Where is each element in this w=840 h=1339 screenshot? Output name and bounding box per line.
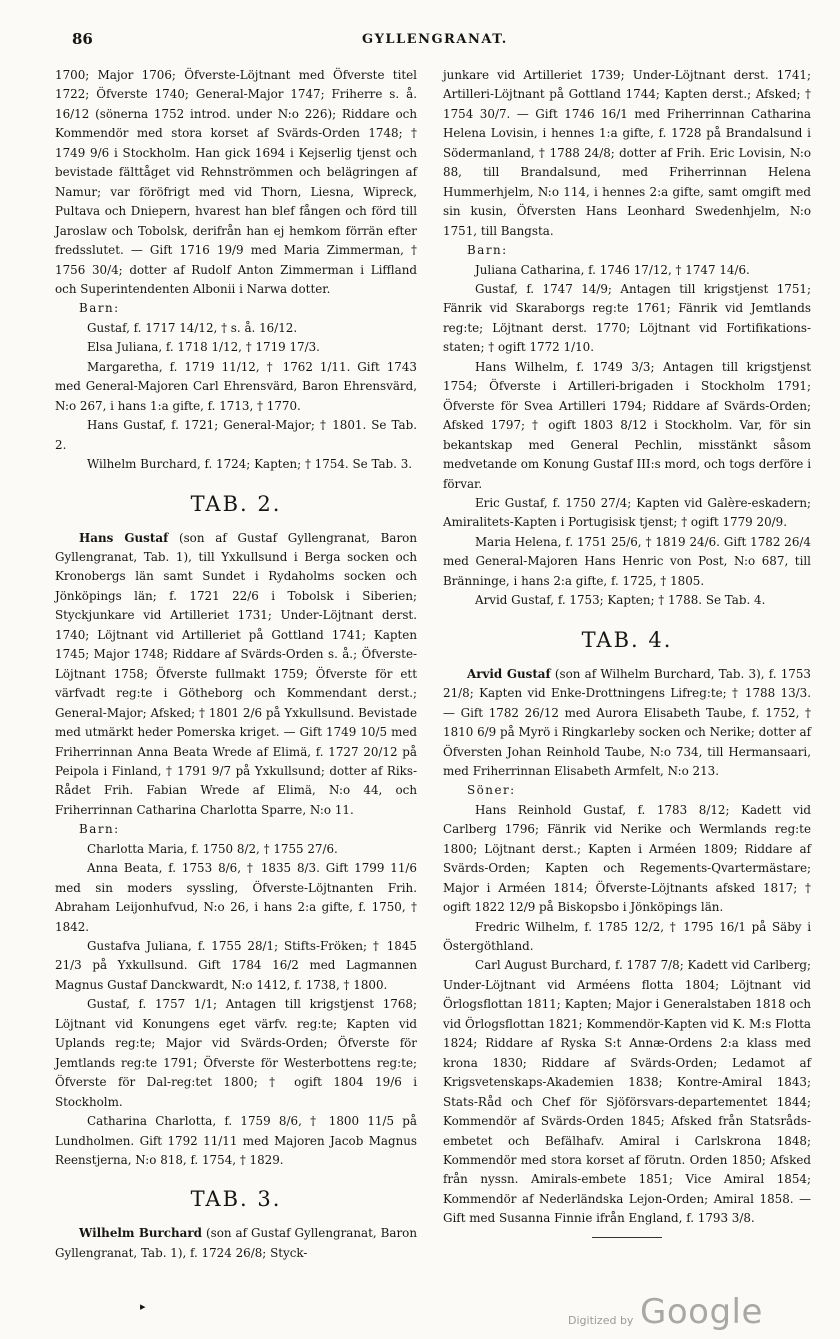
child-entry: Margaretha, f. 1719 11/12, † 1762 1/11. Gift 1743 med General-Majoren Carl Ehrensvärd, Baron Ehrensvärd, N:o 267, i hans 1:a gifte, f. 1713, † 1770. <box>55 359 417 413</box>
soner-heading: Söner: <box>467 783 516 798</box>
child-entry: Gustaf, f. 1757 1/1; Antagen till krigstjenst 1768; Löjtnant vid Konungens eget värfv. reg:te; Kapten vid Uplands reg:te; Major vid Svärds-Orden; Öfverste för Jemtlands reg:te 1791; Öfverste för Westerbottens reg:te; Öfverste för Dal-reg:tet 1800; † ogift 1804 19/6 i Stockholm. <box>55 997 417 1109</box>
son-entry: Fredric Wilhelm, f. 1785 12/2, † 1795 16/1 på Säby i Östergöthland. <box>443 919 811 954</box>
tab-3-entry <box>55 1224 417 1263</box>
tab-3-text: (son af Gustaf Gyllengranat, Baron Gyllengranat, Tab. 1), f. 1724 26/8; Styck- <box>55 1226 417 1260</box>
page-header <box>72 30 788 52</box>
tab-4-name: Arvid Gustaf <box>467 666 551 681</box>
child-entry: Gustaf, f. 1747 14/9; Antagen till krigstjenst 1751; Fänrik vid Skaraborgs reg:te 1761; Fänrik vid Jemtlands reg:te; Löjtnant derst. 1770; Löjtnant vid Fortifikations-staten; † ogift 1772 1/10. <box>443 281 811 355</box>
child-entry: Elsa Juliana, f. 1718 1/12, † 1719 17/3. <box>87 340 320 355</box>
watermark-digitized-by: Digitized by <box>568 1314 634 1327</box>
tab-3-name: Wilhelm Burchard <box>79 1226 202 1241</box>
tab-4-text: (son af Wilhelm Burchard, Tab. 3), f. 1753 21/8; Kapten vid Enke-Drottningens Lifreg:te; † 1788 13/3. — Gift 1782 26/12 med Aurora Elisabeth Taube, f. 1752, † 1810 6/9 på Myrö i Ringkarleby socken och Nerike; dotter af Öfversten Johan Reinhold Taube, N:o 734, till Hermansaari, med Friherrinnan Elisabeth Armfelt, N:o 213. <box>443 666 811 778</box>
running-title: GYLLENGRANAT. <box>362 32 508 47</box>
child-entry: Anna Beata, f. 1753 8/6, † 1835 8/3. Gift 1799 11/6 med sin moders syssling, Öfverste-Löjtnanten Frih. Abraham Leijonhufvud, N:o 26, i hans 2:a gifte, f. 1750, † 1842. <box>55 861 417 934</box>
footer-mark: ▸ <box>140 1300 146 1313</box>
child-entry: Hans Gustaf, f. 1721; General-Major; † 1801. Se Tab. 2. <box>55 418 417 452</box>
barn-heading: Barn: <box>467 243 508 258</box>
tab-4-heading: TAB. 4. <box>581 627 673 652</box>
child-entry: Charlotta Maria, f. 1750 8/2, † 1755 27/6. <box>87 841 338 856</box>
tab-3-heading: TAB. 3. <box>190 1187 282 1212</box>
right-column <box>443 66 811 1238</box>
tab-2-heading: TAB. 2. <box>190 491 282 516</box>
continued-paragraph: junkare vid Artilleriet 1739; Under-Löjtnant derst. 1741; Artilleri-Löjtnant på Gottland 1744; Kapten derst.; Afsked; † 1754 30/7. — Gift 1746 16/1 med Friherrinnan Catharina Helena Lovisin, i hennes 1:a gifte, f. 1728 på Brandalsund i Södermanland, † 1788 24/8; dotter af Frih. Eric Lovisin, N:o 88, till Brandalsund, med Friherrinnan Helena Hummerhjelm, N:o 114, i hennes 2:a gifte, samt omgift med sin kusin, Öfversten Hans Leonhard Swedenhjelm, N:o 1751, till Bangsta. <box>443 68 811 238</box>
tab-4-entry <box>443 665 811 782</box>
page-number: 86 <box>72 30 93 48</box>
son-entry: Hans Reinhold Gustaf, f. 1783 8/12; Kadett vid Carlberg 1796; Fänrik vid Nerike och Wermlands reg:te 1800; Löjtnant derst.; Kapten i Arméen 1809; Riddare af Svärds-Orden; Kapten och Regements-Qvartermästare; Major i Arméen 1814; Öfverste-Löjtnants afsked 1817; † ogift 1822 12/9 på Biskopsbo i Jönköpings län. <box>443 802 811 915</box>
tab-2-text: (son af Gustaf Gyllengranat, Baron Gyllengranat, Tab. 1), till Yxkullsund i Berga socken och Kronobergs län samt Sundet i Rydaholms socken och Jönköpings län; f. 1721 22/6 i Tobolsk i Siberien; Styckjunkare vid Artilleriet 1731; Under-Löjtnant derst. 1740; Löjtnant vid Artilleriet på Gottland 1741; Kapten 1745; Major 1748; Riddare af Svärds-Orden s. å.; Öfverste-Löjtnant 1758; Öfverste fullmakt 1759; Öfverste för ett värfvadt reg:te i Götheborg och Kommendant derst.; General-Major; Afsked; † 1801 2/6 på Yxkullsund. Bevistade med utmärkt heder Pomerska kriget. — Gift 1749 10/5 med Friherrinnan Anna Beata Wrede af Elimä, f. 1727 20/12 på Peipola i Finland, † 1791 9/7 på Yxkullsund; dotter af Riks-Rådet Frih. Fabian Wrede af Elimä, N:o 44, och Friherrinnan Catharina Charlotta Sparre, N:o 11. <box>55 530 417 817</box>
child-entry: Gustafva Juliana, f. 1755 28/1; Stifts-Fröken; † 1845 21/3 på Yxkullsund. Gift 1784 16/2 med Lagmannen Magnus Gustaf Danckwardt, N:o 1412, f. 1738, † 1800. <box>55 939 417 992</box>
child-entry: Maria Helena, f. 1751 25/6, † 1819 24/6. Gift 1782 26/4 med General-Majoren Hans Henric von Post, N:o 687, till Bränninge, i hans 2:a gifte, f. 1725, † 1805. <box>443 534 811 588</box>
child-entry: Juliana Catharina, f. 1746 17/12, † 1747 14/6. <box>475 262 750 277</box>
child-entry: Catharina Charlotta, f. 1759 8/6, † 1800 11/5 på Lundholmen. Gift 1792 11/11 med Majoren Jacob Magnus Reenstjerna, N:o 818, f. 1754, † 1829. <box>55 1114 417 1168</box>
tab-2-name: Hans Gustaf <box>79 530 169 545</box>
tab-2-entry <box>55 529 417 821</box>
watermark-google-logo: Google <box>640 1292 763 1332</box>
son-entry: Carl August Burchard, f. 1787 7/8; Kadett vid Carlberg; Under-Löjtnant vid Arméens flotta 1804; Löjtnant vid Örlogsflottan 1811; Kapten; Major i Generalstaben 1818 och vid Örlogsflottan 1821; Kommendör-Kapten vid K. M:s Flotta 1824; Riddare af Ryska S:t Annæ-Ordens 2:a klass med krona 1830; Riddare af Svärds-Orden; Ledamot af Krigsvetenskaps-Akademien 1838; Kontre-Amiral 1843; Stats-Råd och Chef för Sjöförsvars-departementet 1844; Kommendör af Svärds-Orden 1845; Afsked från Statsråds-embetet och Befälhafv. Amiral i Carlskrona 1848; Kommendör med stora korset af förutn. Orden 1850; Afsked från nyssn. Amirals-embete 1851; Vice Amiral 1854; Kommendör af Nederländska Lejon-Orden; Amiral 1858. — Gift med Susanna Finnie ifrån England, f. 1793 3/8. <box>443 958 811 1226</box>
barn-heading: Barn: <box>79 301 120 316</box>
child-entry: Eric Gustaf, f. 1750 27/4; Kapten vid Galère-eskadern; Amiralitets-Kapten i Portugisisk tjenst; † ogift 1779 20/9. <box>443 495 811 530</box>
child-entry: Gustaf, f. 1717 14/12, † s. å. 16/12. <box>87 320 298 335</box>
child-entry: Arvid Gustaf, f. 1753; Kapten; † 1788. Se Tab. 4. <box>475 593 766 608</box>
end-rule <box>592 1237 662 1238</box>
barn-heading-2: Barn: <box>79 822 120 837</box>
child-entry: Wilhelm Burchard, f. 1724; Kapten; † 1754. Se Tab. 3. <box>87 457 413 472</box>
left-column <box>55 66 417 1263</box>
intro-paragraph: 1700; Major 1706; Öfverste-Löjtnant med Öfverste titel 1722; Öfverste 1740; General-Major 1747; Friherre s. å. 16/12 (sönerna 1752 introd. under N:o 226); Riddare och Kommendör med stora korset af Svärds-Orden 1748; † 1749 9/6 i Stockholm. Han gick 1694 i Kejserlig tjenst och bevistade fälttåget vid Rehnströmmen och belägringen af Namur; var föröfrigt med vid Thorn, Liesna, Wipreck, Pultava och Dniepern, hvarest han blef fången och förd till Jaroslaw och Tobolsk, derifrån han ej hemkom förrän efter fredsslutet. — Gift 1716 19/9 med Maria Zimmerman, † 1756 30/4; dotter af Rudolf Anton Zimmerman i Liffland och Superintendenten Albonii i Narwa dotter. <box>55 68 417 296</box>
child-entry: Hans Wilhelm, f. 1749 3/3; Antagen till krigstjenst 1754; Öfverste i Artilleri-brigaden i Stockholm 1791; Öfverste för Svea Artilleri 1794; Riddare af Svärds-Orden; Afsked 1797; † ogift 1803 8/12 i Stockholm. Var, för sin bekantskap med General Pechlin, misstänkt såsom medvetande om Konung Gustaf III:s mord, och togs derföre i förvar. <box>443 359 811 491</box>
